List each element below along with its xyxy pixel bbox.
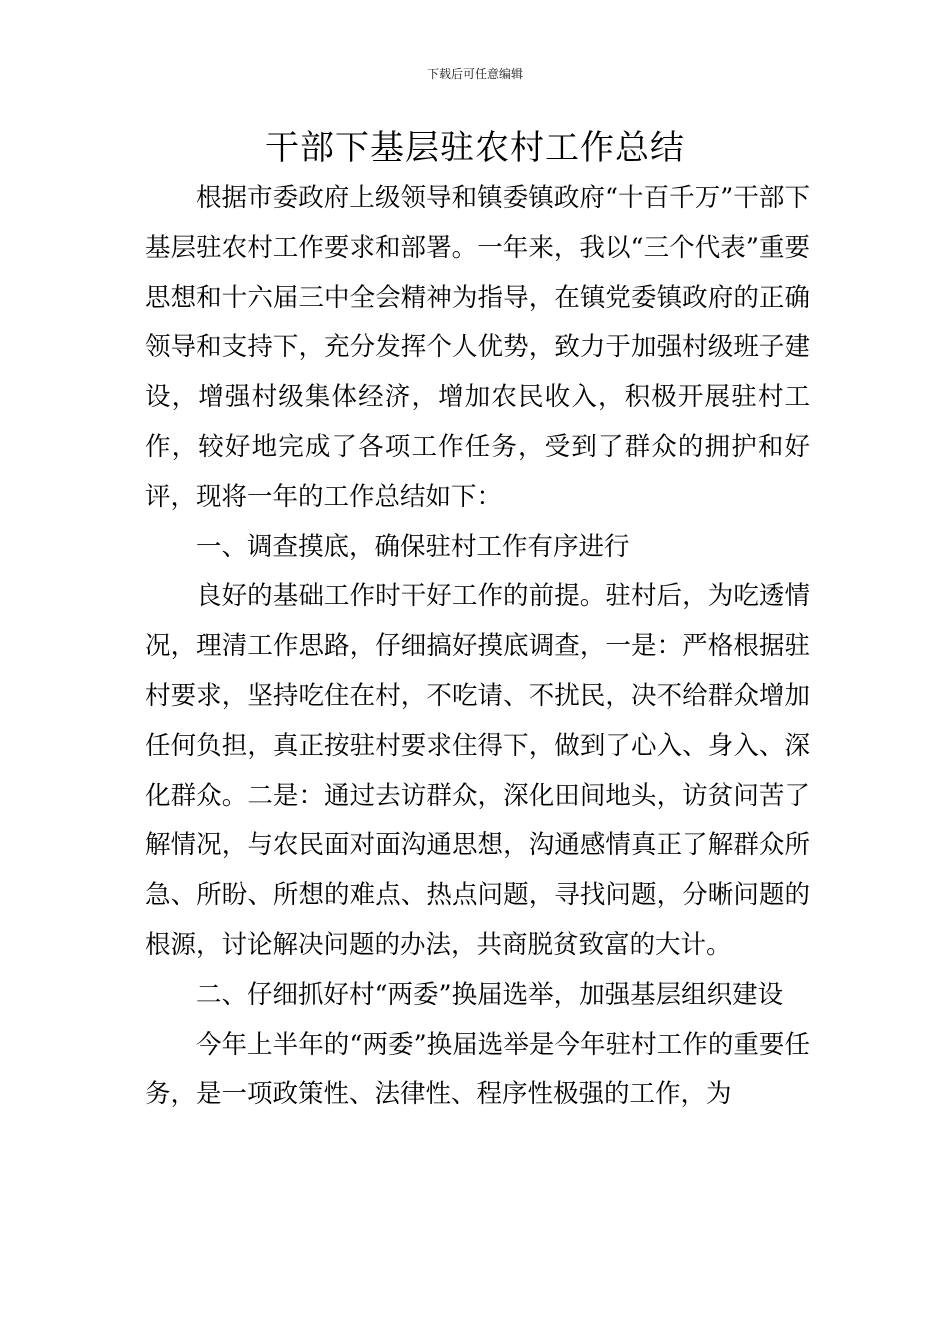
header-note: 下载后可任意编辑: [426, 67, 523, 81]
intro-paragraph: 根据市委政府上级领导和镇委镇政府“十百千万”干部下基层驻农村工作要求和部署。一年来，我以“三个代表”重要思想和十六届三中全会精神为指导，在镇党委镇政府的正确领导和支持下，充分发挥个人优势，致力于加强村级班子建设，增强村级集体经济，增加农民收入，积极开展驻村工作，较好地完成了各项工作任务，受到了群众的拥护和好评，现将一年的工作总结如下：: [145, 183, 810, 512]
section-1-paragraph: 良好的基础工作时干好工作的前提。驻村后，为吃透情况，理清工作思路，仔细搞好摸底调查，一是：严格根据驻村要求，坚持吃住在村，不吃请、不扰民，决不给群众增加任何负担，真正按驻村要求住得下，做到了心入、身入、深化群众。二是：通过去访群众，深化田间地头，访贫问苦了解情况，与农民面对面沟通思想，沟通感情真正了解群众所急、所盼、所想的难点、热点问题，寻找问题，分晰问题的根源，讨论解决问题的办法，共商脱贫致富的大计。: [145, 581, 810, 960]
section-2-paragraph: 今年上半年的“两委”换届选举是今年驻村工作的重要任务，是一项政策性、法律性、程序性极强的工作，为: [145, 1029, 810, 1110]
document-title: 干部下基层驻农村工作总结: [265, 128, 685, 168]
section-heading-2: 二、仔细抓好村“两委”换届选举，加强基层组织建设: [196, 979, 784, 1010]
section-heading-1: 一、调查摸底，确保驻村工作有序进行: [196, 531, 630, 562]
document-body: [145, 174, 810, 1120]
